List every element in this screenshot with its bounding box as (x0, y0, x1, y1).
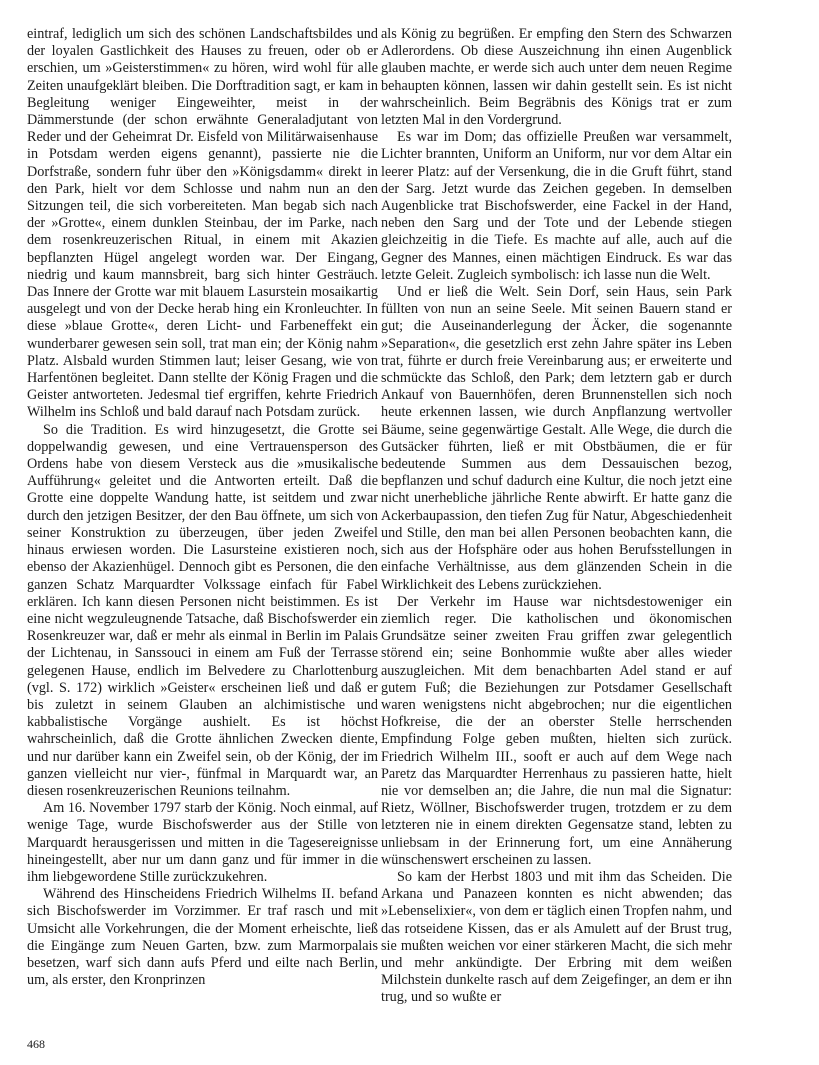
paragraph: So die Tradition. Es wird hinzugesetzt, die Grotte sei doppelwandig gewesen, und eine Vertrauensperson des Ordens habe von diesem Versteck aus die »musikalische Aufführung« geleitet und die Antworten erteilt. Daß die Grotte eine doppelte Wandung hatte, ist seitdem und zwar durch den jetzigen Besitzer, der den Bau öffnete, um sich von seiner Konstruktion zu überzeugen, über jeden Zweifel hinaus erwiesen worden. Die Lasursteine existieren noch, ebenso der Akazienhügel. Dennoch gibt es Personen, die den ganzen Schatz Marquardter Volkssage einfach für Fabel erklären. Ich kann diesen Personen nicht beistimmen. Es ist eine nicht wegzuleugnende Tatsache, daß Bischofswerder ein Rosenkreuzer war, daß er mehr als einmal in Berlin im Palais der Lichtenau, in Sanssouci in einem am Fuß der Terrasse gelegenen Hause, endlich im Belvedere zu Charlottenburg (vgl. S. 172) wirklich »Geister« erscheinen ließ und daß er bis zuletzt in seinem Glauben an alchimistische und kabbalistische Vorgänge aushielt. Es ist höchst wahrscheinlich, daß die Grotte ähnlichen Zwecken diente, und nur darüber kann ein Zweifel sein, ob der König, der im ganzen vielleicht nur vier-, fünfmal in Marquardt war, an diesen rosenkreuzerischen Reunions teilnahm. (27, 421, 378, 799)
paragraph: Am 16. November 1797 starb der König. Noch einmal, auf wenige Tage, wurde Bischofswerder aus der Stille von Marquardt herausgerissen und mitten in die Tagesereignisse hineingestellt, aber nur um dann ganz und für immer in die ihm liebgewordene Stille zurückzukehren. (27, 800, 378, 885)
paragraph: Während des Hinscheidens Friedrich Wilhelms II. befand sich Bischofswerder im Vorzimmer. Er traf rasch und mit Umsicht alle Vorkehrungen, die der Moment erheischte, ließ die Eingänge zum Neuen Garten, bzw. zum Marmorpalais besetzen, warf sich dann aufs Pferd und eilte nach Berlin, um, als erster, den Kronprinzen (27, 886, 378, 989)
paragraph: eintraf, lediglich um sich des schönen Landschaftsbildes und der loyalen Gastlichkeit des Hauses zu freuen, oder ob er erschien, um »Geisterstimmen« zu hören, wird wohl für alle Zeiten unaufgeklärt bleiben. Die Dorftradition sagt, er kam in Begleitung weniger Eingeweihter, meist in der Dämmerstunde (der schon erwähnte Generaladjutant von Reder und der Geheimrat Dr. Eisfeld von Militärwaisenhause in Potsdam werden eigens genannt), passierte nie die Dorfstraße, sondern fuhr über den »Königsdamm« direkt in den Park, hielt vor dem Schlosse und nahm nun an den Sitzungen teil, die sich vorbereiteten. Man begab sich nach der »Grotte«, einem dunklen Steinbau, der im Parke, nach dem rosenkreuzerischen Ritual, in einem mit Akazien bepflanzten Hügel angelegt worden war. Der Eingang, niedrig und kaum mannsbreit, barg sich hinter Gesträuch. Das Innere der Grotte war mit blauem Lasurstein mosaikartig ausgelegt und von der Decke herab hing ein Kronleuchter. In diese »blaue Grotte«, deren Licht- und Farbeneffekt ein wunderbarer gewesen sein soll, trat man ein; der König nahm Platz. Alsbald wurden Stimmen laut; leiser Gesang, wie von Harfentönen begleitet. Dann stellte der König Fragen und die Geister antworteten. Jedesmal tief ergriffen, kehrte Friedrich Wilhelm ins Schloß und bald darauf nach Potsdam zurück. (27, 26, 378, 421)
paragraph: als König zu begrüßen. Er empfing den Stern des Schwarzen Adlerordens. Ob diese Auszeichnung ihn einen Augenblick glauben machte, er werde sich auch unter dem neuen Regime behaupten können, lassen wir dahin gestellt sein. Es ist nicht wahrscheinlich. Beim Begräbnis des Königs trat er zum letzten Mal in den Vordergrund. (381, 26, 732, 129)
paragraph: So kam der Herbst 1803 und mit ihm das Scheiden. Die Arkana und Panazeen konnten es nicht abwenden; das »Lebenselixier«, von dem er täglich einen Tropfen nahm, und das rotseidene Kissen, das er als Amulett auf der Brust trug, sie mußten weichen vor einer stärkeren Macht, die sich mehr und mehr ankündigte. Der Erbring mit dem weißen Milchstein dunkelte rasch auf dem Zeigefinger, an dem er ihn trug, und so wußte er (381, 868, 732, 1006)
paragraph: Der Verkehr im Hause war nichtsdestoweniger ein ziemlich reger. Die katholischen und ökonomischen Grundsätze seiner zweiten Frau griffen zwar gelegentlich störend ein; seine Bonhommie wußte aber alles wieder auszugleichen. Mit dem benachbarten Adel stand er auf gutem Fuß; die Beziehungen zur Potsdamer Gesellschaft waren wenigstens nicht abgebrochen; nur die eigentlichen Hofkreise, die der an oberster Stelle herrschenden Empfindung Folge geben mußten, hielten sich zurück. Friedrich Wilhelm III., sooft er auch auf dem Wege nach Paretz das Marquardter Herrenhaus zu passieren hatte, hielt nie vor demselben an; die Jahre, die nun mal die Signatur: Rietz, Wöllner, Bischofswerder trugen, trotzdem er zu dem letzteren nie in einem direkten Gegensatze stand, lebten zu unliebsam in der Erinnerung fort, um eine Annäherung wünschenswert erscheinen zu lassen. (381, 593, 732, 868)
left-column (27, 26, 378, 989)
right-column (381, 26, 732, 1007)
paragraph: Und er ließ die Welt. Sein Dorf, sein Haus, sein Park füllten von nun an seine Seele. Mit seinen Bauern stand er gut; die Auseinanderlegung der Äcker, die sogenannte »Separation«, die gesetzlich erst zehn Jahre später ins Leben trat, führte er durch freie Vereinbarung aus; er erweiterte und schmückte das Schloß, den Park; dem letztern gab er durch Ankauf von Bauernhöfen, deren Brunnenstellen sich noch heute erkennen lassen, wie durch Anpflanzung wertvoller Bäume, seine gegenwärtige Gestalt. Alle Wege, die durch die Gutsäcker führten, ließ er mit Obstbäumen, die er für bedeutende Summen aus dem Dessauischen bezog, bepflanzen und schuf dadurch eine Kultur, die noch jetzt eine nicht unerhebliche jährliche Rente abwirft. Er hatte ganz die Ackerbaupassion, den tiefen Zug für Natur, Abgeschiedenheit und Stille, den man bei allen Personen beobachten kann, die sich aus der Hofsphäre oder aus hohen Berufsstellungen in einfache Verhältnisse, aus dem glänzenden Schein in die Wirklichkeit des Lebens zurückziehen. (381, 284, 732, 593)
paragraph: Es war im Dom; das offizielle Preußen war versammelt, Lichter brannten, Uniform an Uniform, nur vor dem Altar ein leerer Platz: auf der Versenkung, die in die Gruft führt, stand der Sarg. Jetzt wurde das Zeichen gegeben. In demselben Augenblicke trat Bischofswerder, eine Fackel in der Hand, neben den Sarg und der Tote und der Lebende stiegen gleichzeitig in die Tiefe. Es machte auf alle, auch auf die Gegner des Mannes, einen mächtigen Eindruck. Es war das letzte Geleit. Zugleich symbolisch: ich lasse nun die Welt. (381, 129, 732, 283)
page-number: 468 (27, 1037, 45, 1051)
